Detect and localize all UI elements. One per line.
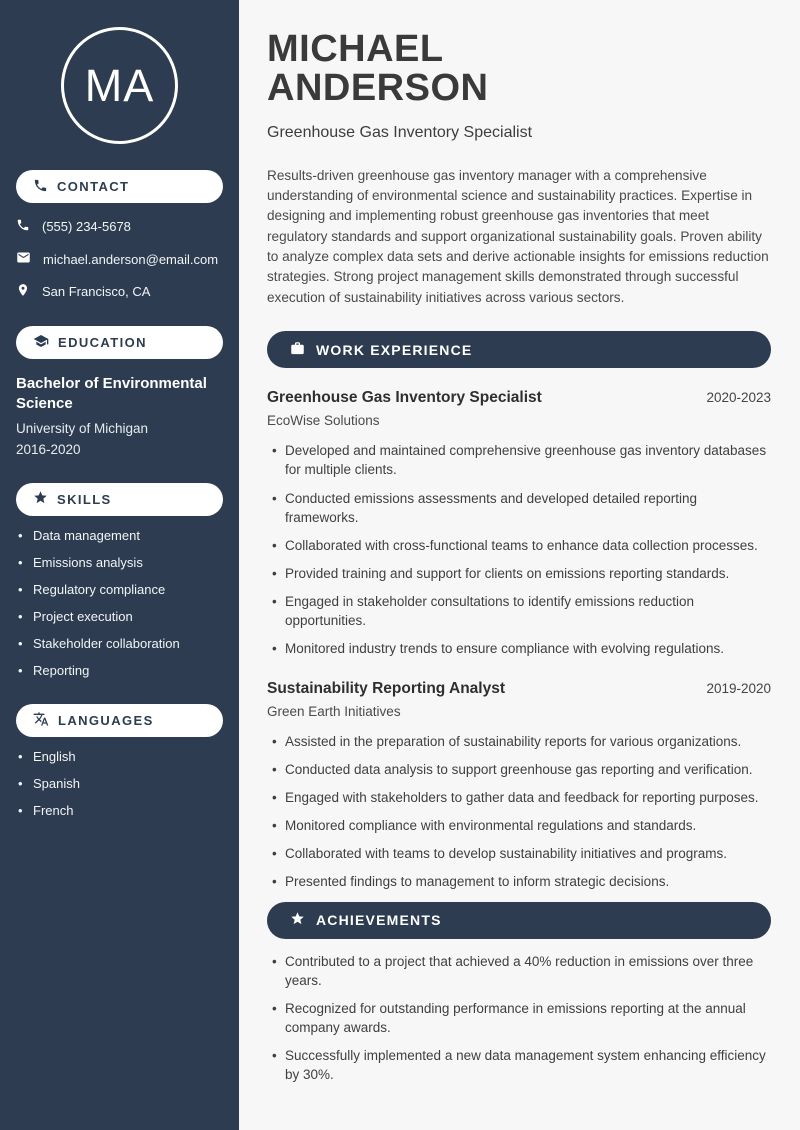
education-school: University of Michigan xyxy=(16,420,149,436)
star-icon xyxy=(290,911,305,929)
email-icon xyxy=(16,250,31,268)
work-experience-section-header xyxy=(267,331,771,368)
language-item: • French xyxy=(18,803,223,818)
job-bullet: • Developed and maintained comprehensive greenhouse gas inventory databases for multiple clients. xyxy=(267,441,771,479)
job-bullet: • Assisted in the preparation of sustainability reports for various organizations. xyxy=(267,732,771,751)
main-content xyxy=(239,0,800,1130)
job-company: EcoWise Solutions xyxy=(267,413,380,429)
contact-phone-row xyxy=(0,218,239,235)
star-icon xyxy=(33,490,48,508)
person-name xyxy=(267,30,771,108)
skill-item: • Regulatory compliance xyxy=(18,582,223,597)
education-years: 2016-2020 xyxy=(16,441,81,457)
skills-section-header xyxy=(16,483,223,516)
location-pin-icon xyxy=(16,283,30,300)
skill-item: • Project execution xyxy=(18,609,223,624)
job-bullet: • Monitored compliance with environmental regulations and standards. xyxy=(267,816,771,835)
skill-item: • Data management xyxy=(18,528,223,543)
languages-list xyxy=(0,749,239,818)
skills-section-title: SKILLS xyxy=(57,491,112,507)
skill-item: • Emissions analysis xyxy=(18,555,223,570)
contact-section-title: CONTACT xyxy=(57,179,130,194)
achievement-bullet: • Successfully implemented a new data management system enhancing efficiency by 30%. xyxy=(267,1046,771,1084)
contact-phone-value: (555) 234-5678 xyxy=(42,219,131,234)
achievement-bullet: • Contributed to a project that achieved a 40% reduction in emissions over three years. xyxy=(267,952,771,990)
job-bullet: • Conducted emissions assessments and developed detailed reporting frameworks. xyxy=(267,489,771,527)
professional-summary: Results-driven greenhouse gas inventory manager with a comprehensive understanding of environmental science and sustainability practices. Expertise in designing and implementing robust greenhouse gas inventories that meet regulatory standards and support organizational sustainability goals. Proven ability to analyze complex data sets and derive actionable insights for emissions reduction strategies. Strong project management skills demonstrated through successful execution of sustainability initiatives across various sectors. xyxy=(267,167,769,305)
education-section-header xyxy=(16,326,223,359)
contact-email-value: michael.anderson@email.com xyxy=(43,251,219,267)
languages-section-header xyxy=(16,704,223,737)
achievements-section-title: ACHIEVEMENTS xyxy=(316,912,442,929)
skill-item: • Stakeholder collaboration xyxy=(18,636,223,651)
contact-section-header xyxy=(16,170,223,203)
job-bullet: • Presented findings to management to inform strategic decisions. xyxy=(267,872,771,891)
contact-email-row xyxy=(0,250,239,268)
briefcase-icon xyxy=(290,341,305,359)
job-bullet-list xyxy=(267,732,771,892)
graduation-cap-icon xyxy=(33,333,49,352)
contact-list xyxy=(0,218,239,300)
job-dates: 2020-2023 xyxy=(706,390,771,406)
education-degree: Bachelor of Environmental Science xyxy=(16,375,207,413)
job-bullet: • Collaborated with cross-functional teams to enhance data collection processes. xyxy=(267,536,771,555)
job-company: Green Earth Initiatives xyxy=(267,703,401,719)
contact-location-value: San Francisco, CA xyxy=(42,284,151,299)
job-header xyxy=(267,680,771,698)
job-entry xyxy=(267,680,771,892)
avatar xyxy=(61,27,178,144)
translate-icon xyxy=(33,711,49,730)
person-name-line1: MICHAEL xyxy=(267,28,444,70)
contact-location-row xyxy=(0,283,239,300)
job-header xyxy=(267,389,771,407)
work-experience-section-title: WORK EXPERIENCE xyxy=(316,341,473,358)
job-bullet: • Collaborated with teams to develop sustainability initiatives and programs. xyxy=(267,844,771,863)
achievement-bullet: • Recognized for outstanding performance in emissions reporting at the annual company awards. xyxy=(267,999,771,1037)
avatar-initials: MA xyxy=(84,59,155,111)
job-bullet: • Engaged in stakeholder consultations to identify emissions reduction opportunities. xyxy=(267,592,771,630)
job-role: Greenhouse Gas Inventory Specialist xyxy=(267,389,542,407)
skills-list xyxy=(0,528,239,678)
achievements-section-header xyxy=(267,902,771,939)
person-name-line2: ANDERSON xyxy=(267,66,489,109)
job-bullet: • Monitored industry trends to ensure compliance with evolving regulations. xyxy=(267,639,771,658)
education-entry xyxy=(0,359,239,457)
job-dates: 2019-2020 xyxy=(706,680,771,696)
sidebar xyxy=(0,0,239,1130)
job-bullet-list xyxy=(267,441,771,658)
job-entry xyxy=(267,389,771,658)
education-section-title: EDUCATION xyxy=(58,335,147,350)
language-item: • English xyxy=(18,749,223,764)
job-bullet: • Conducted data analysis to support greenhouse gas reporting and verification. xyxy=(267,760,771,779)
phone-icon xyxy=(16,218,30,235)
languages-section-title: LANGUAGES xyxy=(58,712,154,728)
skill-item: • Reporting xyxy=(18,663,223,678)
language-item: • Spanish xyxy=(18,776,223,791)
achievements-list xyxy=(267,952,771,1085)
job-bullet: • Engaged with stakeholders to gather data and feedback for reporting purposes. xyxy=(267,788,771,807)
job-role: Sustainability Reporting Analyst xyxy=(267,679,505,697)
phone-icon xyxy=(33,178,48,196)
person-job-title: Greenhouse Gas Inventory Specialist xyxy=(267,123,533,141)
job-bullet: • Provided training and support for clients on emissions reporting standards. xyxy=(267,564,771,583)
